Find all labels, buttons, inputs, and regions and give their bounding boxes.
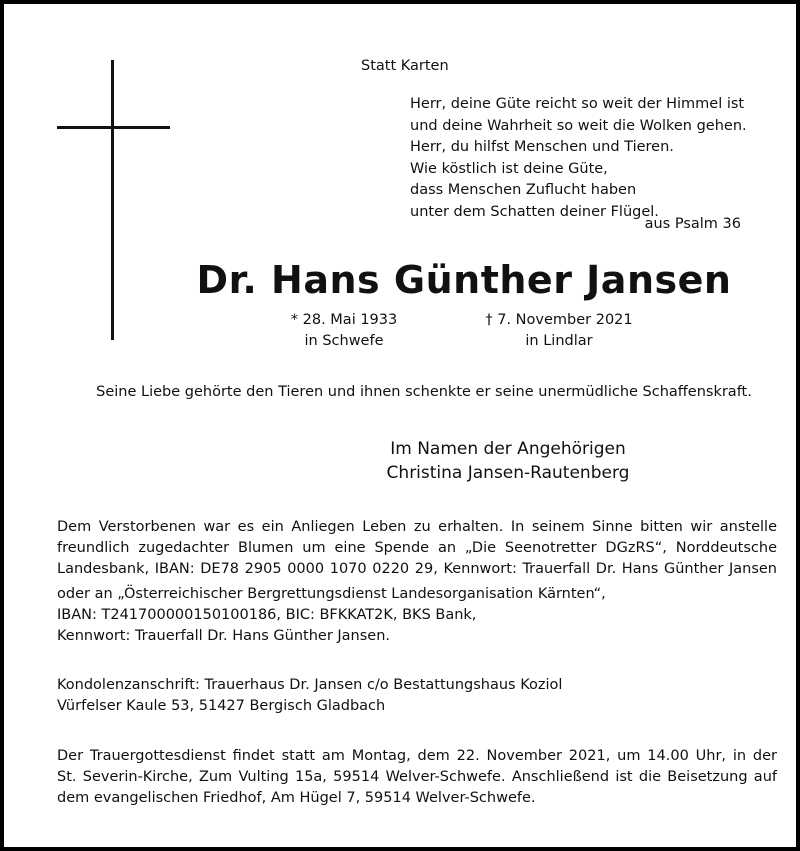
psalm-line: Herr, deine Güte reicht so weit der Himmel ist [410, 96, 745, 112]
birth-date: * 28. Mai 1933 [290, 312, 398, 328]
family-line: Christina Jansen-Rautenberg [386, 463, 630, 483]
birth-place: in Schwefe [304, 333, 384, 349]
psalm-line: Herr, du hilfst Menschen und Tieren. [410, 139, 674, 155]
paragraph-line: oder an „Österreichischer Bergrettungsdienst Landesorganisation Kärnten“, [57, 586, 606, 602]
paragraph-line: Kondolenzanschrift: Trauerhaus Dr. Jansen c/o Bestattungshaus Koziol [57, 677, 563, 693]
psalm-verse [410, 94, 747, 223]
paragraph-line: dem evangelischen Friedhof, Am Hügel 7, 59514 Welver-Schwefe. [57, 790, 536, 806]
donation-paragraph [57, 517, 777, 580]
paragraph-line: Vürfelser Kaule 53, 51427 Bergisch Gladbach [57, 698, 386, 714]
cross-icon-bar [57, 126, 170, 129]
paragraph-line: freundlich zugedachter Blumen um eine Spende an „Die Seenotretter DGzRS“, Norddeutsche [57, 540, 777, 556]
paragraph-line: Kennwort: Trauerfall Dr. Hans Günther Jansen. [57, 628, 391, 644]
psalm-line: unter dem Schatten deiner Flügel. [410, 203, 659, 220]
deceased-name: Dr. Hans Günther Jansen [196, 258, 732, 302]
psalm-line: Wie köstlich ist deine Güte, [410, 160, 608, 177]
tribute-text: Seine Liebe gehörte den Tieren und ihnen schenkte er seine unermüdliche Schaffenskraft. [96, 384, 752, 400]
family-line: Im Namen der Angehörigen [390, 439, 626, 459]
paragraph-line: St. Severin-Kirche, Zum Vulting 15a, 59514 Welver-Schwefe. Anschließend ist die Beisetzung auf [57, 769, 777, 785]
paragraph-line: Der Trauergottesdienst findet statt am Montag, dem 22. November 2021, um 14.00 Uhr, in der [57, 748, 777, 764]
paragraph-line: IBAN: T241700000150100186, BIC: BFKKAT2K, BKS Bank, [57, 607, 477, 623]
paragraph-line: Landesbank, IBAN: DE78 2905 0000 1070 0220 29, Kennwort: Trauerfall Dr. Hans Günther Jansen [57, 561, 777, 577]
psalm-source: aus Psalm 36 [644, 216, 741, 232]
paragraph-line: Dem Verstorbenen war es ein Anliegen Leben zu erhalten. In seinem Sinne bitten wir anstelle [57, 519, 777, 535]
donation-alt-paragraph [57, 584, 777, 647]
statt-karten-label: Statt Karten [361, 58, 449, 74]
condolence-address [57, 675, 777, 717]
family-signature [278, 437, 738, 485]
death-place: in Lindlar [525, 333, 593, 349]
service-paragraph [57, 746, 777, 809]
psalm-line: und deine Wahrheit so weit die Wolken gehen. [410, 117, 747, 134]
birth-info [274, 310, 414, 352]
death-info [474, 310, 644, 352]
death-date: † 7. November 2021 [485, 312, 633, 328]
psalm-line: dass Menschen Zuflucht haben [410, 182, 637, 198]
